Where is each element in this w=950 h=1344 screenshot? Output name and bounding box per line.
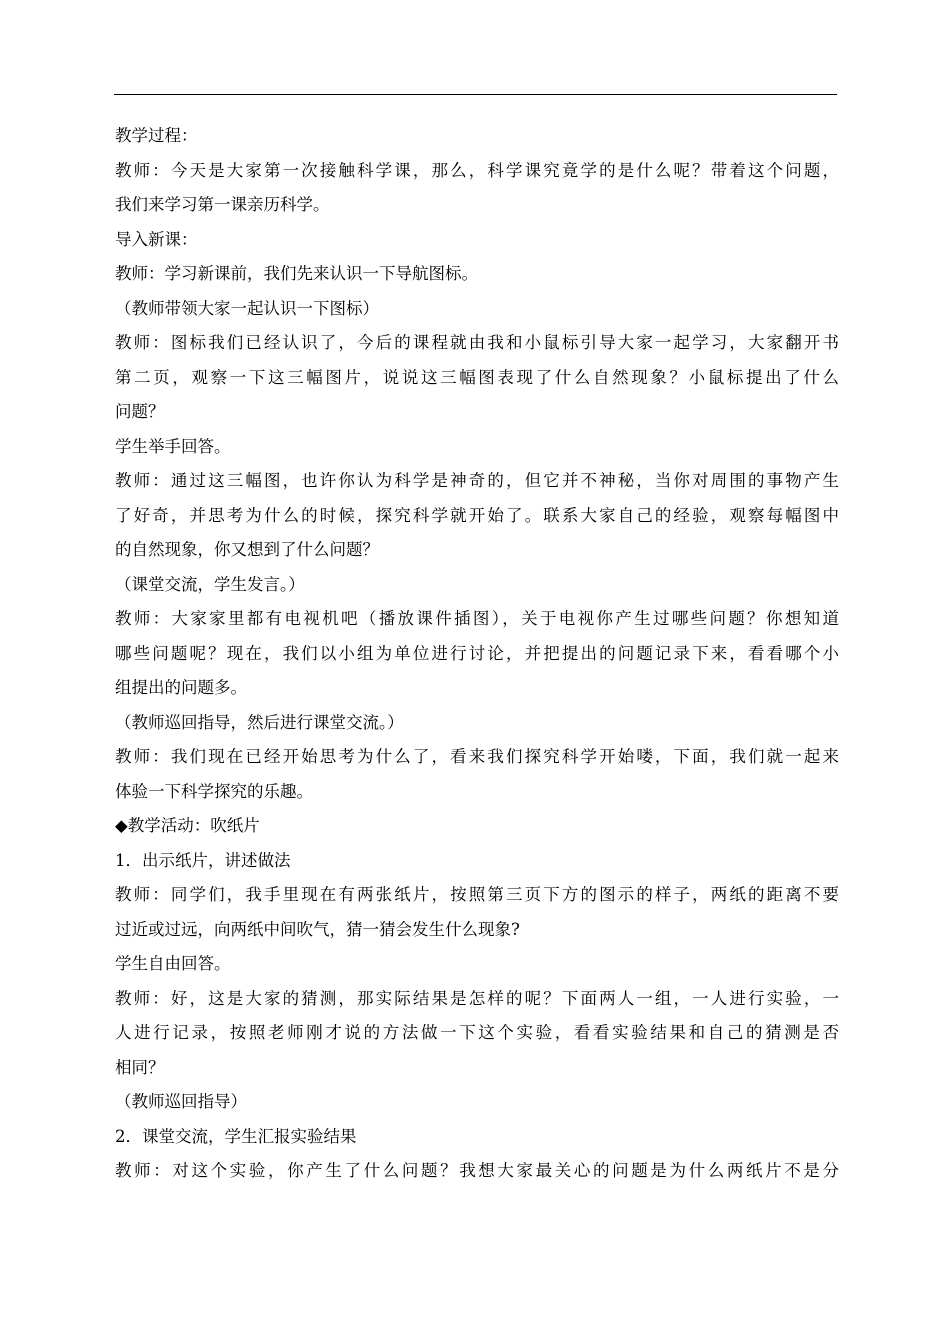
paragraph-line: 教师：通过这三幅图，也许你认为科学是神奇的，但它并不神秘，当你对周围的事物产生 [115, 471, 839, 490]
paragraph-line: 我们来学习第一课亲历科学。 [115, 195, 330, 214]
activity-heading: ◆教学活动：吹纸片 [115, 816, 260, 835]
paragraph-line: 教师：今天是大家第一次接触科学课，那么，科学课究竟学的是什么呢？带着这个问题， [115, 160, 839, 180]
paragraph-line: 组提出的问题多。 [115, 678, 247, 697]
stage-note: （教师巡回指导，然后进行课堂交流。） [115, 712, 404, 732]
paragraph-line: 教师：我们现在已经开始思考为什么了，看来我们探究科学开始喽，下面，我们就一起来 [115, 747, 839, 766]
paragraph-line: 哪些问题呢？现在，我们以小组为单位进行讨论，并把提出的问题记录下来，看看哪个小 [115, 643, 839, 663]
paragraph-line: 教师：图标我们已经认识了，今后的课程就由我和小鼠标引导大家一起学习，大家翻开书 [115, 333, 839, 352]
paragraph-line: 教师：对这个实验，你产生了什么问题？我想大家最关心的问题是为什么两纸片不是分 [115, 1161, 839, 1180]
numbered-step: 1．出示纸片，讲述做法 [115, 850, 291, 870]
section-heading-teaching-process: 教学过程： [115, 126, 198, 145]
paragraph-line: 教师：大家家里都有电视机吧（播放课件插图），关于电视你产生过哪些问题？你想知道 [115, 609, 839, 628]
paragraph-line: 教师：好，这是大家的猜测，那实际结果是怎样的呢？下面两人一组，一人进行实验，一 [115, 988, 839, 1008]
section-heading-intro: 导入新课： [115, 229, 198, 249]
paragraph-line: 体验一下科学探究的乐趣。 [115, 781, 313, 801]
stage-note: （教师带领大家一起认识一下图标） [115, 298, 379, 318]
paragraph-line: 教师：学习新课前，我们先来认识一下导航图标。 [115, 264, 478, 283]
paragraph-line: 过近或过远，向两纸中间吹气，猜一猜会发生什么现象? [115, 919, 520, 939]
stage-note: （课堂交流，学生发言。） [115, 574, 305, 594]
document-body [115, 119, 839, 1189]
stage-note: （教师巡回指导） [115, 1092, 247, 1111]
paragraph-line: 教师：同学们，我手里现在有两张纸片，按照第三页下方的图示的样子，两纸的距离不要 [115, 885, 839, 904]
paragraph-line: 学生自由回答。 [115, 954, 231, 973]
paragraph-line: 第二页，观察一下这三幅图片，说说这三幅图表现了什么自然现象？小鼠标提出了什么 [115, 367, 839, 387]
header-rule [114, 94, 837, 95]
numbered-step: 2．课堂交流，学生汇报实验结果 [115, 1126, 357, 1146]
paragraph-line: 学生举手回答。 [115, 436, 231, 456]
paragraph-line: 了好奇，并思考为什么的时候，探究科学就开始了。联系大家自己的经验，观察每幅图中 [115, 505, 839, 525]
paragraph-line: 问题？ [115, 402, 165, 421]
paragraph-line: 相同？ [115, 1057, 165, 1077]
paragraph-line: 人进行记录，按照老师刚才说的方法做一下这个实验，看看实验结果和自己的猜测是否 [115, 1023, 839, 1042]
paragraph-line: 的自然现象，你又想到了什么问题？ [115, 540, 379, 559]
